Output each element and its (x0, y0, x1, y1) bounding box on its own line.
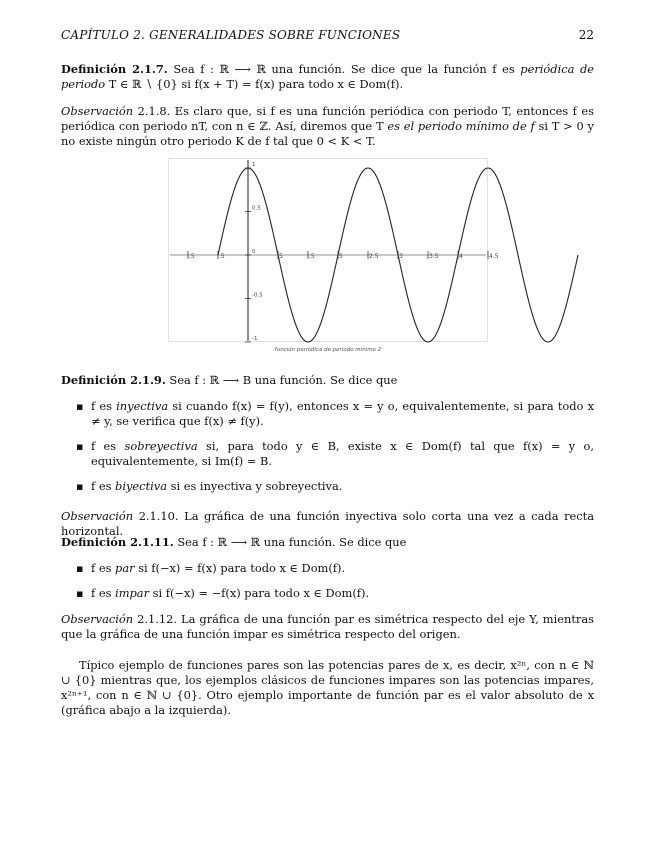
list-item: ▪ f es impar si f(−x) = −f(x) para todo x ∈ Dom(f). (61, 586, 594, 601)
observation-2-1-12 (61, 612, 594, 642)
list-item: ▪ f es biyectiva si es inyectiva y sobreyectiva. (61, 479, 594, 494)
running-header (61, 28, 594, 42)
y-tick-label: -0.5 (252, 292, 263, 299)
definition-text: Sea f : ℝ ⟶ ℝ una función. Se dice que la función f es (173, 62, 521, 76)
definition-2-1-9 (61, 373, 594, 388)
x-tick-label: 5 (339, 253, 343, 260)
definition-intro: Sea f : ℝ ⟶ B una función. Se dice que (169, 373, 398, 387)
observation-number: 2.1.10. (138, 509, 179, 523)
observation-term: es el periodo mínimo de f (387, 119, 535, 133)
definition-label: Definición 2.1.7. (61, 62, 168, 76)
y-tick-label: 0 (252, 249, 256, 255)
y-tick-label: -1 (252, 336, 258, 342)
definition-2-1-11 (61, 535, 594, 550)
x-tick-label: .5 (189, 253, 195, 260)
observation-number: 2.1.8. (137, 104, 171, 118)
definition-term: periódica de periodo (61, 62, 594, 91)
list-term: impar (115, 586, 150, 600)
observation-label: Observación (61, 509, 134, 523)
list-item: ▪ f es inyectiva si cuando f(x) = f(y), entonces x = y o, equivalentemente, si para todo x ≠ y, se verifica que f(x) ≠ f(y). (61, 399, 594, 429)
observation-label: Observación (61, 612, 134, 626)
definition-2-1-9-list (61, 399, 594, 494)
page-number: 22 (578, 28, 594, 42)
x-tick-label: .5 (309, 253, 315, 260)
definition-2-1-7 (61, 62, 594, 92)
y-tick-label: 0.5 (252, 205, 261, 212)
list-item: ▪ f es par si f(−x) = f(x) para todo x ∈ Dom(f). (61, 561, 594, 576)
list-term: inyectiva (116, 399, 169, 413)
observation-number: 2.1.12. (137, 612, 177, 626)
x-axis-ticks (188, 251, 499, 260)
definition-text-2: T ∈ ℝ ∖ {0} si f(x + T) = f(x) para todo x ∈ Dom(f). (108, 77, 404, 91)
definition-2-1-11-list (61, 561, 594, 601)
x-tick-label: 3.5 (429, 253, 439, 260)
x-tick-label: 4.5 (489, 253, 499, 260)
chapter-title: CAPÍTULO 2. GENERALIDADES SOBRE FUNCIONES (61, 28, 401, 42)
closing-paragraph: Típico ejemplo de funciones pares son las potencias pares de x, es decir, x²ⁿ, con n ∈ ℕ ∪ {0} mientras que, los ejemplos clásicos de funciones impares son las potencias impares, x²ⁿ⁺¹, con n ∈ ℕ ∪ {0}. Otro ejemplo importante de función par es el valor absoluto de x (gráfica abajo a la izquierda). (61, 658, 594, 717)
observation-label: Observación (61, 104, 134, 118)
x-tick-label: 5 (279, 253, 283, 260)
chart-frame (169, 159, 488, 342)
observation-2-1-8 (61, 104, 594, 149)
observation-text: Es claro que, si f es una función periódica con periodo T, entonces f es periódica con periodo nT, con n ∈ ℤ. Así, diremos que T (61, 104, 594, 133)
observation-text: La gráfica de una función par es simétrica respecto del eje Y, mientras que la gráfica de una función impar es simétrica respecto del origen. (61, 612, 594, 641)
x-tick-label: 2.5 (369, 253, 379, 260)
chart-caption: función periódica de periodo mínimo 2 (274, 347, 382, 353)
list-term: sobreyectiva (124, 439, 198, 453)
list-term: par (115, 561, 135, 575)
list-term: biyectiva (115, 479, 167, 493)
definition-label: Definición 2.1.9. (61, 373, 166, 387)
x-tick-label: .5 (219, 253, 225, 260)
x-tick-label: 4 (459, 253, 463, 260)
x-tick-label: 3 (399, 253, 403, 260)
periodic-function-chart (168, 158, 499, 356)
y-tick-label: 1 (252, 162, 256, 168)
observation-text-2: si T > 0 y no existe ningún otro periodo K de f tal que 0 < K < T. (61, 119, 594, 148)
definition-intro: Sea f : ℝ ⟶ ℝ una función. Se dice que (177, 535, 407, 549)
list-item: ▪ f es sobreyectiva si, para todo y ∈ B, existe x ∈ Dom(f) tal que f(x) = y o, equivalentemente, si Im(f) = B. (61, 439, 594, 469)
definition-label: Definición 2.1.11. (61, 535, 174, 549)
observation-text: La gráfica de una función inyectiva solo corta una vez a cada recta horizontal. (61, 509, 595, 538)
